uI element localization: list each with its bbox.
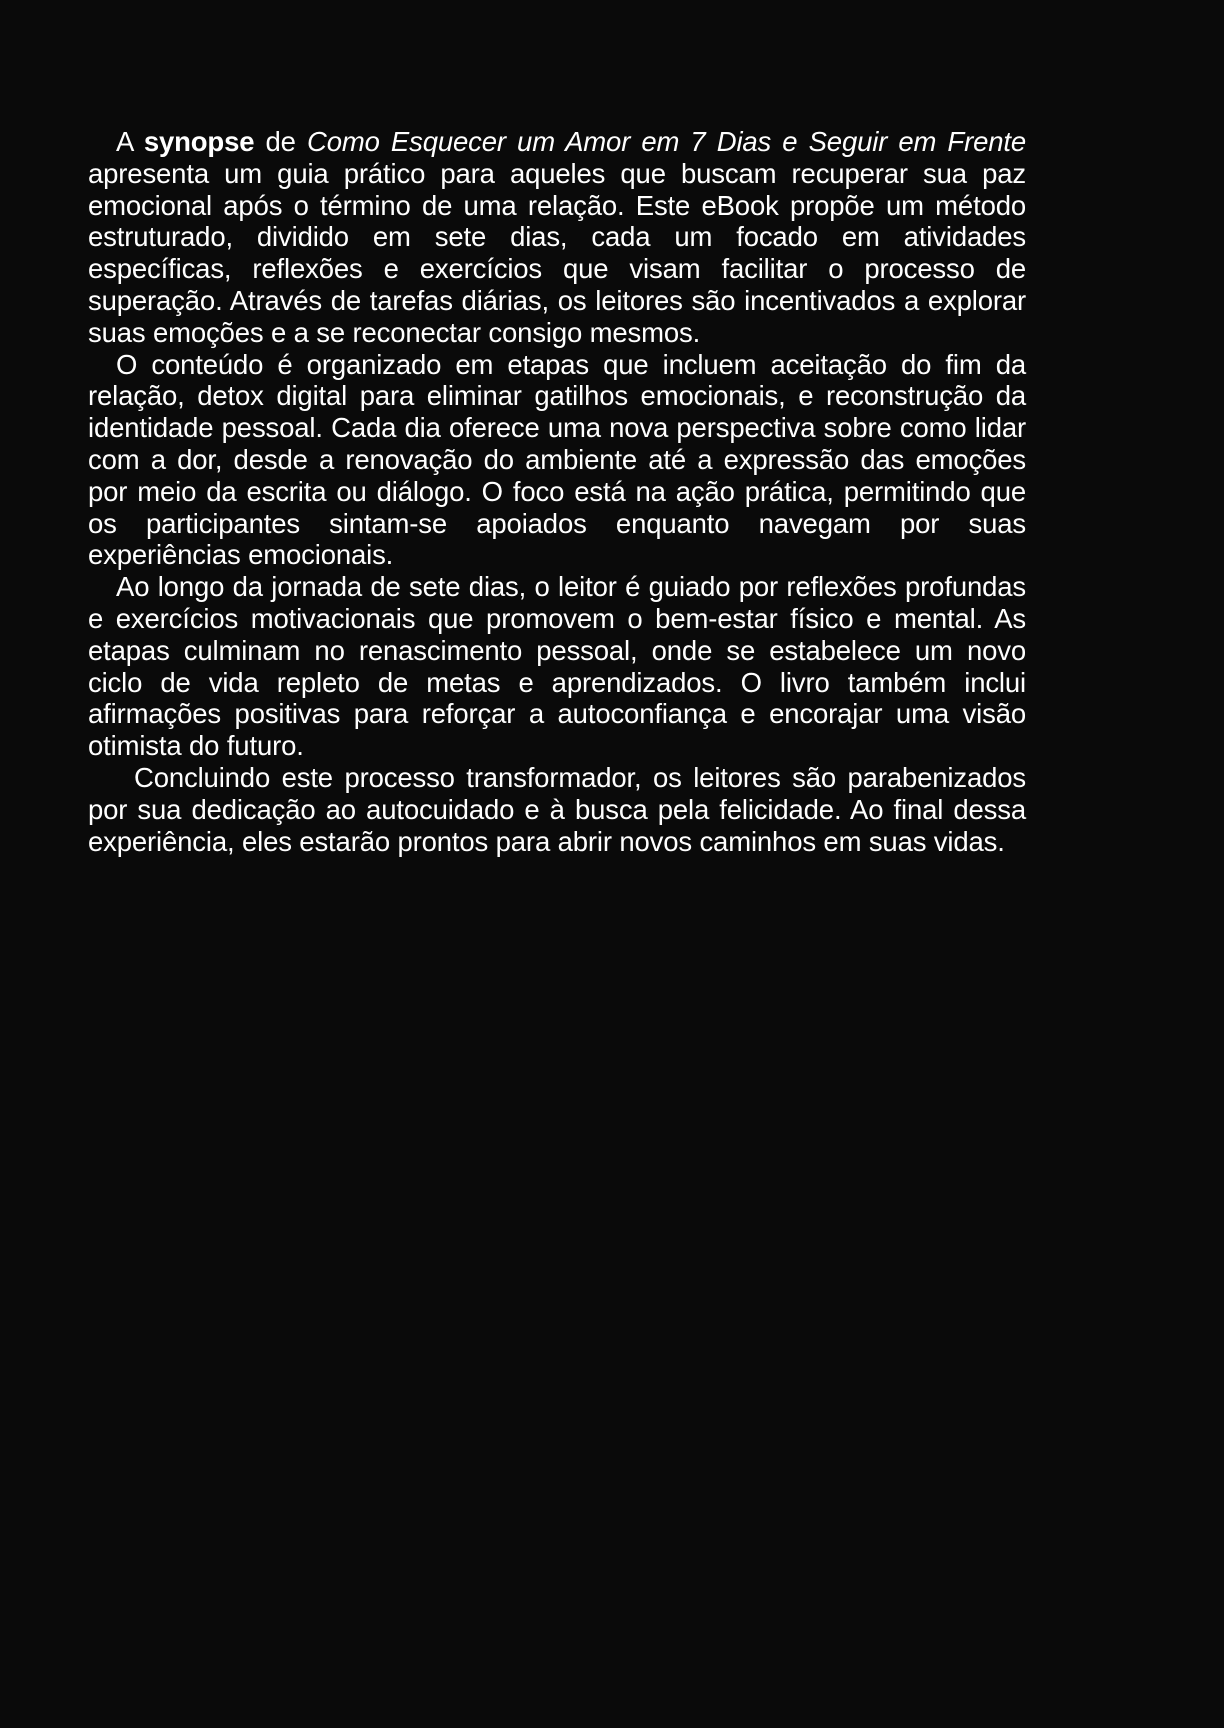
- book-title-italic: Como Esquecer um Amor em 7 Dias e Seguir em Frente: [307, 126, 1027, 157]
- synopsis-text-column: [88, 126, 1026, 857]
- paragraph-content-structure: [88, 349, 1026, 572]
- paragraph-journey: [88, 571, 1026, 762]
- content-structure-text: O conteúdo é organizado em etapas que incluem aceitação do fim da relação, detox digital para eliminar gatilhos emocionais, e reconstrução da identidade pessoal. Cada dia oferece uma nova perspectiva sobre como lidar com a dor, desde a renovação do ambiente até a expressão das emoções por meio da escrita ou diálogo. O foco está na ação prática, permitindo que os participantes sintam-se apoiados enquanto navegam por suas experiências emocionais.: [88, 348, 1026, 571]
- synopse-bold-term: synopse: [143, 126, 255, 157]
- intro-lead-text: A: [116, 126, 144, 157]
- paragraph-conclusion: [88, 762, 1026, 857]
- paragraph-intro: [88, 126, 1026, 349]
- intro-connector-text: de: [254, 126, 307, 157]
- conclusion-text: Concluindo este processo transformador, os leitores são parabenizados por sua dedicação ao autocuidado e à busca pela felicidade. Ao final dessa experiência, eles estarão prontos para abrir novos caminhos em suas vidas.: [88, 761, 1026, 857]
- journey-text: Ao longo da jornada de sete dias, o leitor é guiado por reflexões profundas e exercícios motivacionais que promovem o bem-estar físico e mental. As etapas culminam no renascimento pessoal, onde se estabelece um novo ciclo de vida repleto de metas e aprendizados. O livro também inclui afirmações positivas para reforçar a autoconfiança e encorajar uma visão otimista do futuro.: [88, 571, 1026, 762]
- intro-body-text: apresenta um guia prático para aqueles que buscam recuperar sua paz emocional após o término de uma relação. Este eBook propõe um método estruturado, dividido em sete dias, cada um focado em atividades específicas, reflexões e exercícios que visam facilitar o processo de superação. Através de tarefas diárias, os leitores são incentivados a explorar suas emoções e a se reconectar consigo mesmos.: [88, 157, 1026, 348]
